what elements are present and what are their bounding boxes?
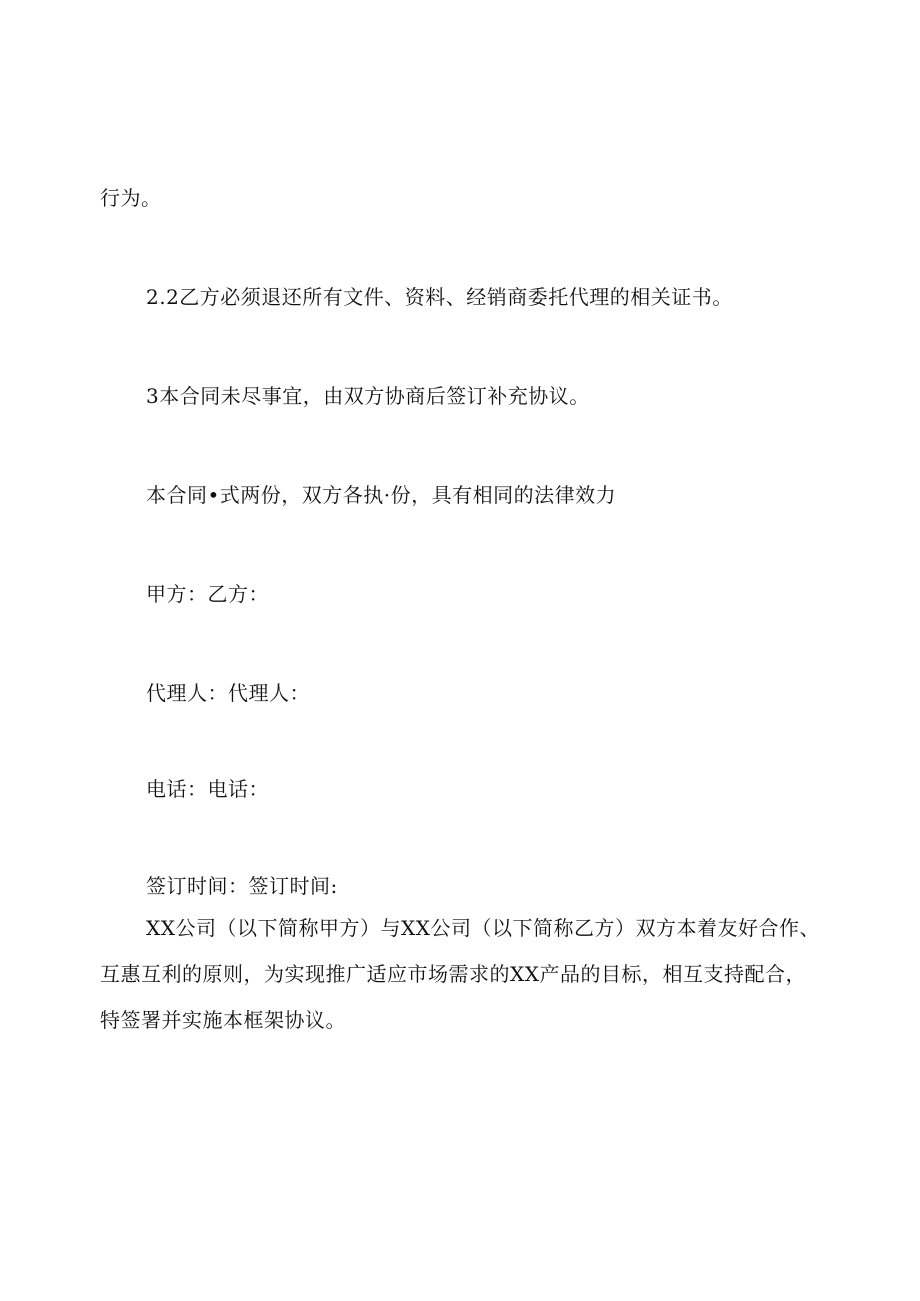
signing-date-line: 签订时间：签订时间: [146,874,338,898]
agent-line: 代理人：代理人： [146,681,310,705]
clause-2-2: 2.2乙方必须退还所有文件、资料、经销商委托代理的相关证书。 [146,285,733,309]
closing-paragraph: XX公司（以下简称甲方）与XX公司（以下简称乙方）双方本着友好合作、互惠互利的原则，为实现推广适应市场需求的XX产品的目标，相互支持配合，特签署并实施本框架协议。 [100,916,820,1032]
phone-line: 电话：电话： [146,777,269,801]
text-line-continuation: 行为。 [100,186,162,210]
copies-statement: 本合同•式两份，双方各执·份，具有相同的法律效力 [146,483,617,507]
clause-3: 3本合同未尽事宜，由双方协商后签订补充协议。 [146,384,590,408]
party-line: 甲方：乙方： [146,582,269,606]
